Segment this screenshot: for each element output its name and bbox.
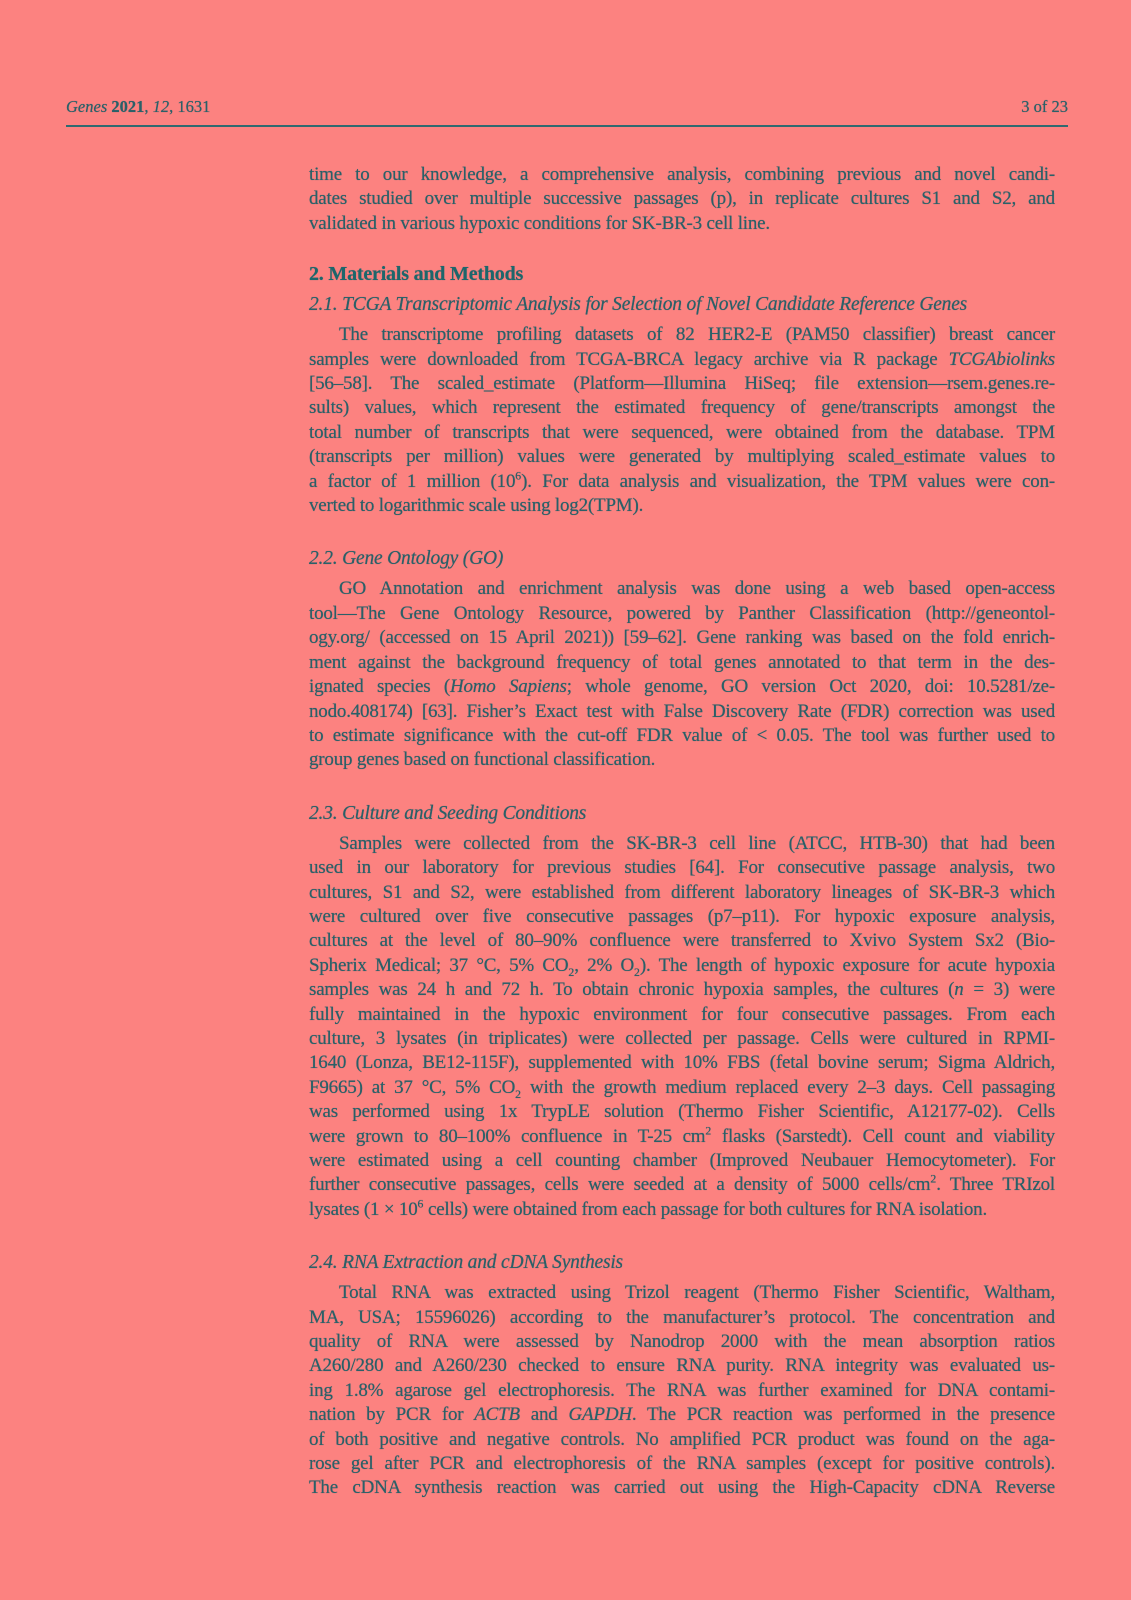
document-body — [309, 163, 1055, 1501]
journal-citation: Genes 2021, 12, 1631 — [66, 97, 211, 116]
text-line: group genes based on functional classification. — [309, 749, 656, 771]
text-line: to estimate significance with the cut-off FDR value of < 0.05. The tool was further used to — [309, 724, 1055, 746]
text-line: were grown to 80–100% confluence in T-25 $cm^2$ flasks (Sarstedt). Cell count and viability — [309, 1124, 1055, 1147]
text-line: tool—The Gene Ontology Resource, powered by Panther Classification (http://geneontol- — [309, 602, 1055, 624]
text-line: [56–58]. The scaled_estimate (Platform—Illumina HiSeq; file extension—rsem.genes.re- — [309, 373, 1055, 395]
text-line: cultures, S1 and S2, were established from different laboratory lineages of SK-BR-3 which — [309, 881, 1055, 903]
text-line: ment against the background frequency of total genes annotated to that term in the des- — [309, 651, 1055, 673]
subsection-heading: 2.3. Culture and Seeding Conditions — [309, 802, 587, 824]
text-line: further consecutive passages, cells were seeded at a density of 5000 cells/$cm^2$. Three TRIzol — [309, 1173, 1055, 1196]
text-line: 1640 (Lonza, BE12-115F), supplemented with 10% FBS (fetal bovine serum; Sigma Aldrich, — [309, 1052, 1055, 1074]
section-heading: 2. Materials and Methods — [309, 263, 524, 286]
subsection-heading: 2.1. TCGA Transcriptomic Analysis for Selection of Novel Candidate Reference Genes — [309, 294, 968, 316]
text-line: time to our knowledge, a comprehensive analysis, combining previous and novel candi- — [309, 164, 1055, 185]
text-line: ogy.org/ (accessed on 15 April 2021)) [59–62]. Gene ranking was based on the fold enrich- — [309, 627, 1055, 649]
body-paragraph — [309, 577, 1055, 772]
text-line: Total RNA was extracted using Trizol reagent (Thermo Fisher Scientific, Waltham, — [339, 1282, 1055, 1304]
text-line: A260/280 and A260/230 checked to ensure RNA purity. RNA integrity was evaluated us- — [309, 1355, 1055, 1377]
text-line: Spherix Medical; 37 °C, 5% $CO_2$, 2% $O_2$). The length of hypoxic exposure for acute hypoxia — [309, 954, 1055, 979]
text-line: F9665) at 37 °C, 5% $CO_2$ with the growth medium replaced every 2–3 days. Cell passaging — [309, 1076, 1055, 1101]
text-line: The transcriptome profiling datasets of 82 HER2-E (PAM50 classifier) breast cancer — [339, 324, 1055, 346]
text-line: ing 1.8% agarose gel electrophoresis. The RNA was further examined for DNA contami- — [309, 1379, 1055, 1401]
text-line: were cultured over five consecutive passages (p7–p11). For hypoxic exposure analysis, — [309, 905, 1055, 927]
text-line: verted to logarithmic scale using log2(TPM). — [309, 495, 644, 517]
text-line: sults) values, which represent the estimated frequency of gene/transcripts amongst the — [309, 397, 1055, 419]
text-line: total number of transcripts that were sequenced, were obtained from the database. TPM — [309, 421, 1055, 443]
body-paragraph — [309, 832, 1055, 1223]
text-line: samples were downloaded from TCGA-BRCA legacy archive via R package TCGAbiolinks — [309, 348, 1055, 370]
text-line: GO Annotation and enrichment analysis was done using a web based open-access — [339, 578, 1055, 600]
text-line: fully maintained in the hypoxic environment for four consecutive passages. From each — [309, 1003, 1055, 1025]
body-paragraph — [309, 323, 1055, 518]
text-line: was performed using 1x TrypLE solution (Thermo Fisher Scientific, A12177-02). Cells — [309, 1101, 1055, 1123]
subsection-heading: 2.4. RNA Extraction and cDNA Synthesis — [309, 1252, 623, 1274]
body-paragraph — [309, 163, 1055, 236]
text-line: dates studied over multiple successive passages (p), in replicate cultures S1 and S2, and — [309, 188, 1055, 210]
text-line: nation by PCR for ACTB and GAPDH. The PCR reaction was performed in the presence — [309, 1404, 1055, 1426]
text-line: validated in various hypoxic conditions for SK-BR-3 cell line. — [309, 212, 770, 234]
text-line: The cDNA synthesis reaction was carried out using the High-Capacity cDNA Reverse — [309, 1477, 1055, 1499]
text-line: of both positive and negative controls. No amplified PCR product was found on the aga- — [309, 1428, 1055, 1450]
text-line: (transcripts per million) values were generated by multiplying scaled_estimate values to — [309, 446, 1055, 468]
text-line: were estimated using a cell counting chamber (Improved Neubauer Hemocytometer). For — [309, 1150, 1055, 1171]
text-line: used in our laboratory for previous studies [64]. For consecutive passage analysis, two — [309, 857, 1055, 879]
text-line: culture, 3 lysates (in triplicates) were collected per passage. Cells were cultured in RPMI- — [309, 1027, 1055, 1049]
text-line: samples was 24 h and 72 h. To obtain chronic hypoxia samples, the cultures (n = 3) were — [309, 979, 1055, 1001]
text-line: ignated species (Homo Sapiens; whole genome, GO version Oct 2020, doi: 10.5281/ze- — [309, 676, 1055, 698]
subsection-heading: 2.2. Gene Ontology (GO) — [309, 548, 504, 570]
text-line: MA, USA; 15596026) according to the manufacturer’s protocol. The concentration and — [309, 1306, 1055, 1328]
text-line: a factor of 1 million $(10^6)$. For data analysis and visualization, the TPM values were con- — [309, 469, 1056, 492]
text-line: cultures at the level of 80–90% confluence were transferred to Xvivo System Sx2 (Bio- — [309, 930, 1055, 952]
page-header — [66, 97, 1068, 117]
text-line: rose gel after PCR and electrophoresis of the RNA samples (except for positive controls). — [309, 1453, 1055, 1475]
page-number: 3 of 23 — [1021, 97, 1068, 116]
text-line: Samples were collected from the SK-BR-3 cell line (ATCC, HTB-30) that had been — [339, 832, 1055, 854]
text-line: lysates ($1 \times 10^6$ cells) were obtained from each passage for both cultures for RNA isolation. — [309, 1197, 988, 1220]
header-rule — [66, 125, 1068, 127]
text-line: nodo.408174) [63]. Fisher’s Exact test with False Discovery Rate (FDR) correction was used — [309, 700, 1055, 722]
text-line: quality of RNA were assessed by Nanodrop 2000 with the mean absorption ratios — [309, 1331, 1055, 1353]
body-paragraph — [309, 1281, 1055, 1501]
